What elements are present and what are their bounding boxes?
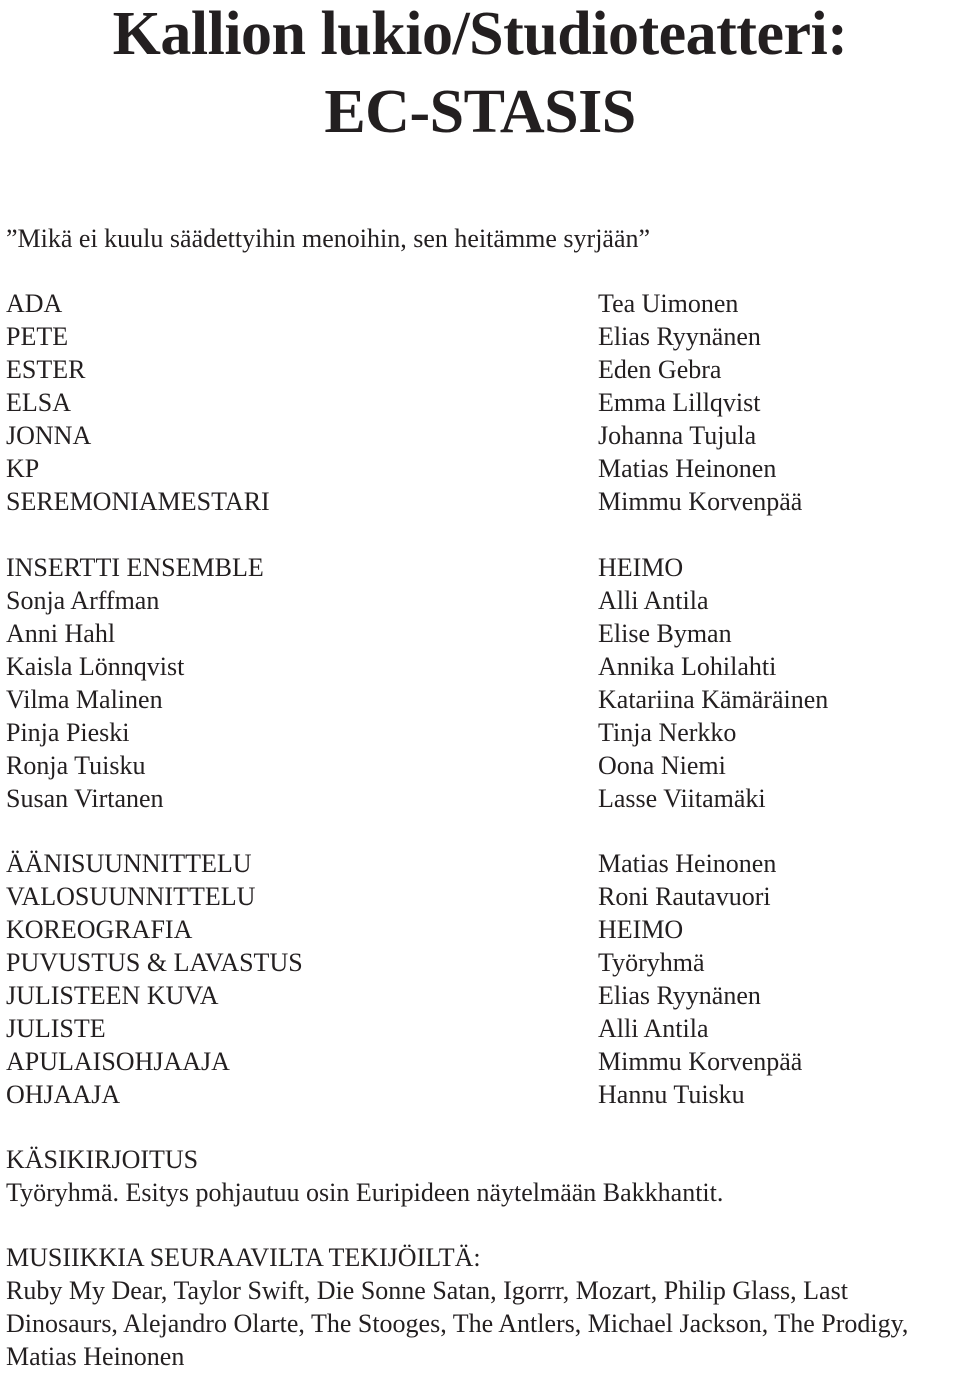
actor-name: Mimmu Korvenpää: [598, 487, 803, 516]
actor-name: Elias Ryynänen: [598, 322, 761, 351]
ensemble-member: Elise Byman: [598, 619, 732, 648]
role-label: ELSA: [6, 388, 71, 417]
crew-role-label: JULISTE: [6, 1014, 106, 1043]
ensemble-heading: HEIMO: [598, 553, 684, 582]
role-label: KP: [6, 454, 40, 483]
insertti-ensemble-list: [6, 551, 264, 815]
crew-role-label: VALOSUUNNITTELU: [6, 882, 256, 911]
ensemble-member: Ronja Tuisku: [6, 751, 146, 780]
crew-name: HEIMO: [598, 915, 684, 944]
heimo-ensemble-list: [598, 551, 828, 815]
production-name: EC-STASIS: [324, 78, 636, 146]
actor-name: Tea Uimonen: [598, 289, 739, 318]
crew-name-list: [598, 847, 802, 1111]
music-section: [6, 1241, 946, 1373]
ensemble-member: Annika Lohilahti: [598, 652, 777, 681]
script-section: [6, 1143, 946, 1209]
crew-name: Matias Heinonen: [598, 849, 777, 878]
music-heading: MUSIIKKIA SEURAAVILTA TEKIJÖILTÄ:: [6, 1243, 481, 1272]
role-label: SEREMONIAMESTARI: [6, 487, 270, 516]
role-list: [6, 287, 270, 518]
ensemble-member: Lasse Viitamäki: [598, 784, 766, 813]
crew-role-label: KOREOGRAFIA: [6, 915, 193, 944]
crew-name: Elias Ryynänen: [598, 981, 761, 1010]
actor-name: Emma Lillqvist: [598, 388, 761, 417]
crew-role-label: OHJAAJA: [6, 1080, 121, 1109]
crew-role-label: APULAISOHJAAJA: [6, 1047, 230, 1076]
crew-name: Työryhmä: [598, 948, 705, 977]
actor-name: Matias Heinonen: [598, 454, 777, 483]
ensemble-member: Katariina Kämäräinen: [598, 685, 829, 714]
role-label: ADA: [6, 289, 63, 318]
role-label: ESTER: [6, 355, 86, 384]
role-label: JONNA: [6, 421, 92, 450]
crew-name: Roni Rautavuori: [598, 882, 771, 911]
ensemble-member: Kaisla Lönnqvist: [6, 652, 185, 681]
ensemble-member: Oona Niemi: [598, 751, 726, 780]
actor-name: Eden Gebra: [598, 355, 722, 384]
crew-role-label: JULISTEEN KUVA: [6, 981, 219, 1010]
crew-role-label: ÄÄNISUUNNITTELU: [6, 849, 252, 878]
crew-role-label: PUVUSTUS & LAVASTUS: [6, 948, 303, 977]
ensemble-member: Sonja Arffman: [6, 586, 160, 615]
script-heading: KÄSIKIRJOITUS: [6, 1145, 199, 1174]
role-label: PETE: [6, 322, 69, 351]
ensemble-member: Vilma Malinen: [6, 685, 163, 714]
crew-name: Hannu Tuisku: [598, 1080, 745, 1109]
music-text: Ruby My Dear, Taylor Swift, Die Sonne Satan, Igorrr, Mozart, Philip Glass, Last Dinosaurs, Alejandro Olarte, The Stooges, The Antlers, Michael Jackson, The Prodigy, Matias Heinonen: [6, 1276, 909, 1371]
ensemble-member: Alli Antila: [598, 586, 709, 615]
ensemble-heading: INSERTTI ENSEMBLE: [6, 553, 264, 582]
ensemble-member: Anni Hahl: [6, 619, 116, 648]
tagline-quote: ”Mikä ei kuulu säädettyihin menoihin, sen heitämme syrjään”: [6, 224, 651, 253]
ensemble-member: Susan Virtanen: [6, 784, 164, 813]
crew-name: Mimmu Korvenpää: [598, 1047, 803, 1076]
crew-name: Alli Antila: [598, 1014, 709, 1043]
script-text: Työryhmä. Esitys pohjautuu osin Euripideen näytelmään Bakkhantit.: [6, 1178, 724, 1207]
actor-name: Johanna Tujula: [598, 421, 757, 450]
ensemble-member: Pinja Pieski: [6, 718, 130, 747]
crew-role-list: [6, 847, 303, 1111]
ensemble-member: Tinja Nerkko: [598, 718, 737, 747]
actor-list: [598, 287, 802, 518]
page-title: Kallion lukio/Studioteatteri:: [112, 0, 848, 68]
